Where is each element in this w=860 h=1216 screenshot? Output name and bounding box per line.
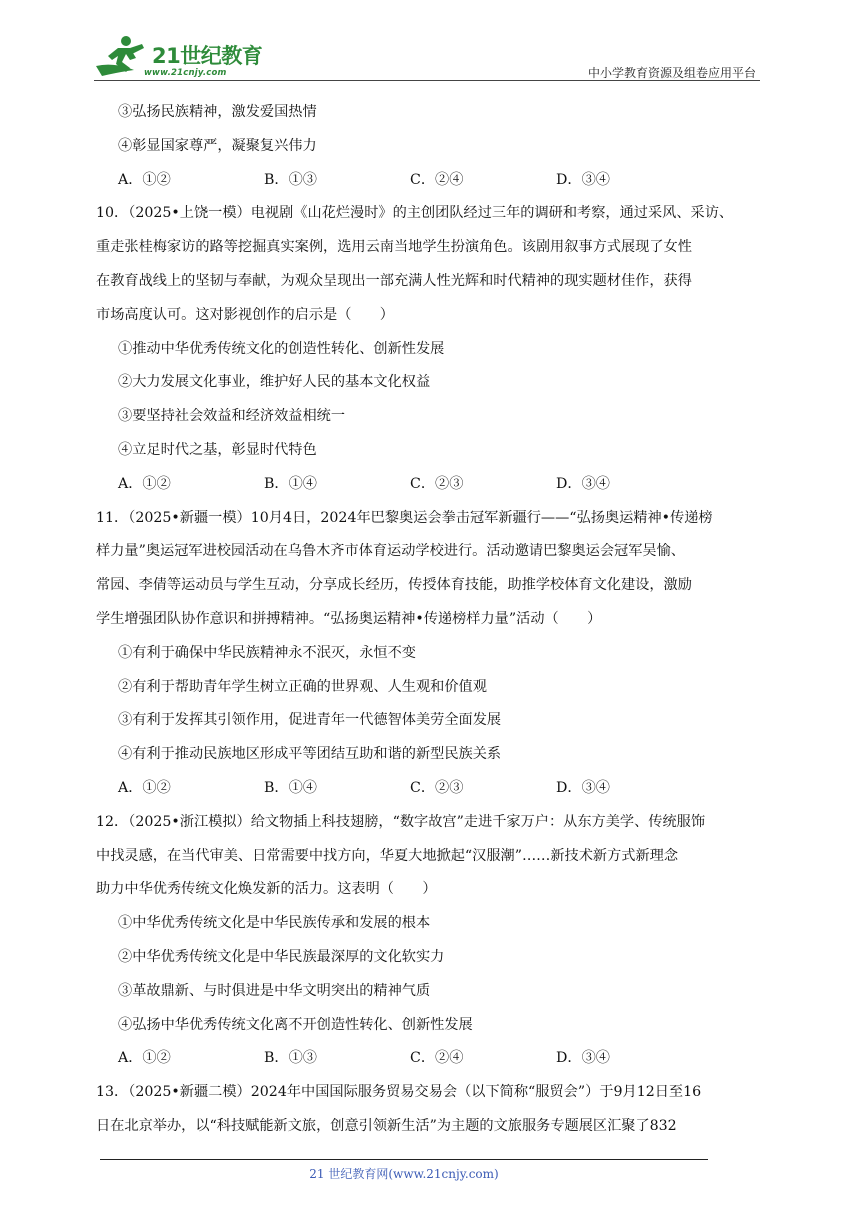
question-text-line: 中找灵感，在当代审美、日常需要中找方向，华夏大地掀起“汉服潮”……新技术新方式新理念 (96, 847, 679, 864)
choice-statement: ②大力发展文化事业，维护好人民的基本文化权益 (118, 374, 431, 391)
option-c: C．②④ (410, 1050, 464, 1067)
option-b: B．①④ (264, 475, 317, 492)
question-text-line: 日在北京举办，以“科技赋能新文旅，创意引领新生活”为主题的文旅服务专题展区汇聚了832 (96, 1117, 677, 1134)
option-d: D．③④ (556, 475, 610, 492)
option-c: C．②④ (410, 171, 464, 188)
logo-text: 21世纪教育 (152, 44, 263, 68)
header-divider (94, 80, 760, 81)
option-b: B．①④ (264, 779, 317, 796)
option-a: A．①② (118, 779, 171, 796)
choice-statement: ④有利于推动民族地区形成平等团结互助和谐的新型民族关系 (118, 746, 502, 763)
choice-statement: ②中华优秀传统文化是中华民族最深厚的文化软实力 (118, 948, 445, 965)
option-d: D．③④ (556, 779, 610, 796)
question-text-line: 在教育战线上的坚韧与奉献，为观众呈现出一部充满人性光辉和时代精神的现实题材佳作，获得 (96, 272, 692, 289)
question-text-line: 助力中华优秀传统文化焕发新的活力。这表明（ ） (96, 881, 437, 898)
option-d: D．③④ (556, 171, 610, 188)
footer-text: 21 世纪教育网(www.21cnjy.com) (309, 1167, 499, 1181)
question-text-line: 10．（2025•上饶一模）电视剧《山花烂漫时》的主创团队经过三年的调研和考察，通过采风、采访、 (96, 205, 734, 222)
question-text-line: 常园、李倩等运动员与学生互动，分享成长经历，传授体育技能，助推学校体育文化建设，激励 (96, 577, 692, 594)
choice-statement: ①有利于确保中华民族精神永不泯灭，永恒不变 (118, 644, 416, 661)
question-text-line: 市场高度认可。这对影视创作的启示是（ ） (96, 306, 394, 323)
option-b: B．①③ (264, 171, 317, 188)
choice-statement: ④弘扬中华优秀传统文化离不开创造性转化、创新性发展 (118, 1016, 473, 1033)
option-c: C．②③ (410, 475, 464, 492)
question-text-line: 12．（2025•浙江模拟）给文物插上科技翅膀，“数字故宫”走进千家万户：从东方美学、传统服饰 (96, 813, 706, 830)
option-b: B．①③ (264, 1050, 317, 1067)
logo (94, 32, 264, 80)
option-a: A．①② (118, 171, 171, 188)
answer-options (96, 164, 764, 198)
choice-statement: ③弘扬民族精神，激发爱国热情 (118, 104, 317, 120)
page-header (94, 28, 760, 84)
choice-statement: ②有利于帮助青年学生树立正确的世界观、人生观和价值观 (118, 678, 487, 695)
option-c: C．②③ (410, 779, 464, 796)
question-text-line: 样力量”奥运冠军进校园活动在乌鲁木齐市体育运动学校进行。活动邀请巴黎奥运会冠军吴愉、 (96, 543, 685, 560)
question-text-line: 13．（2025•新疆二模）2024年中国国际服务贸易交易会（以下简称“服贸会”）于9月12日至16 (96, 1084, 702, 1101)
logo-url: www.21cnjy.com (144, 68, 227, 78)
choice-statement: ③有利于发挥其引领作用，促进青年一代德智体美劳全面发展 (118, 712, 502, 729)
option-d: D．③④ (556, 1050, 610, 1067)
option-a: A．①② (118, 1050, 171, 1067)
question-text-line: 重走张桂梅家访的路等挖掘真实案例，选用云南当地学生扮演角色。该剧用叙事方式展现了女性 (96, 239, 692, 256)
choice-statement: ④彰显国家尊严，凝聚复兴伟力 (118, 137, 317, 154)
answer-options (96, 1042, 764, 1076)
option-a: A．①② (118, 475, 171, 492)
question-text-line: 11．（2025•新疆一模）10月4日，2024年巴黎奥运会拳击冠军新疆行——“弘扬奥运精神•传递榜 (96, 509, 713, 526)
choice-statement: ①推动中华优秀传统文化的创造性转化、创新性发展 (118, 340, 445, 357)
answer-options (96, 468, 764, 502)
question-content (96, 96, 764, 1144)
choice-statement: ①中华优秀传统文化是中华民族传承和发展的根本 (118, 915, 431, 932)
answer-options (96, 772, 764, 806)
choice-statement: ③革故鼎新、与时俱进是中华文明突出的精神气质 (118, 982, 431, 999)
choice-statement: ④立足时代之基，彰显时代特色 (118, 441, 317, 458)
footer-divider (100, 1159, 708, 1160)
question-text-line: 学生增强团队协作意识和拼搏精神。“弘扬奥运精神•传递榜样力量”活动（ ） (96, 610, 602, 627)
choice-statement: ③要坚持社会效益和经济效益相统一 (118, 408, 346, 425)
platform-name: 中小学教育资源及组卷应用平台 (587, 66, 756, 80)
